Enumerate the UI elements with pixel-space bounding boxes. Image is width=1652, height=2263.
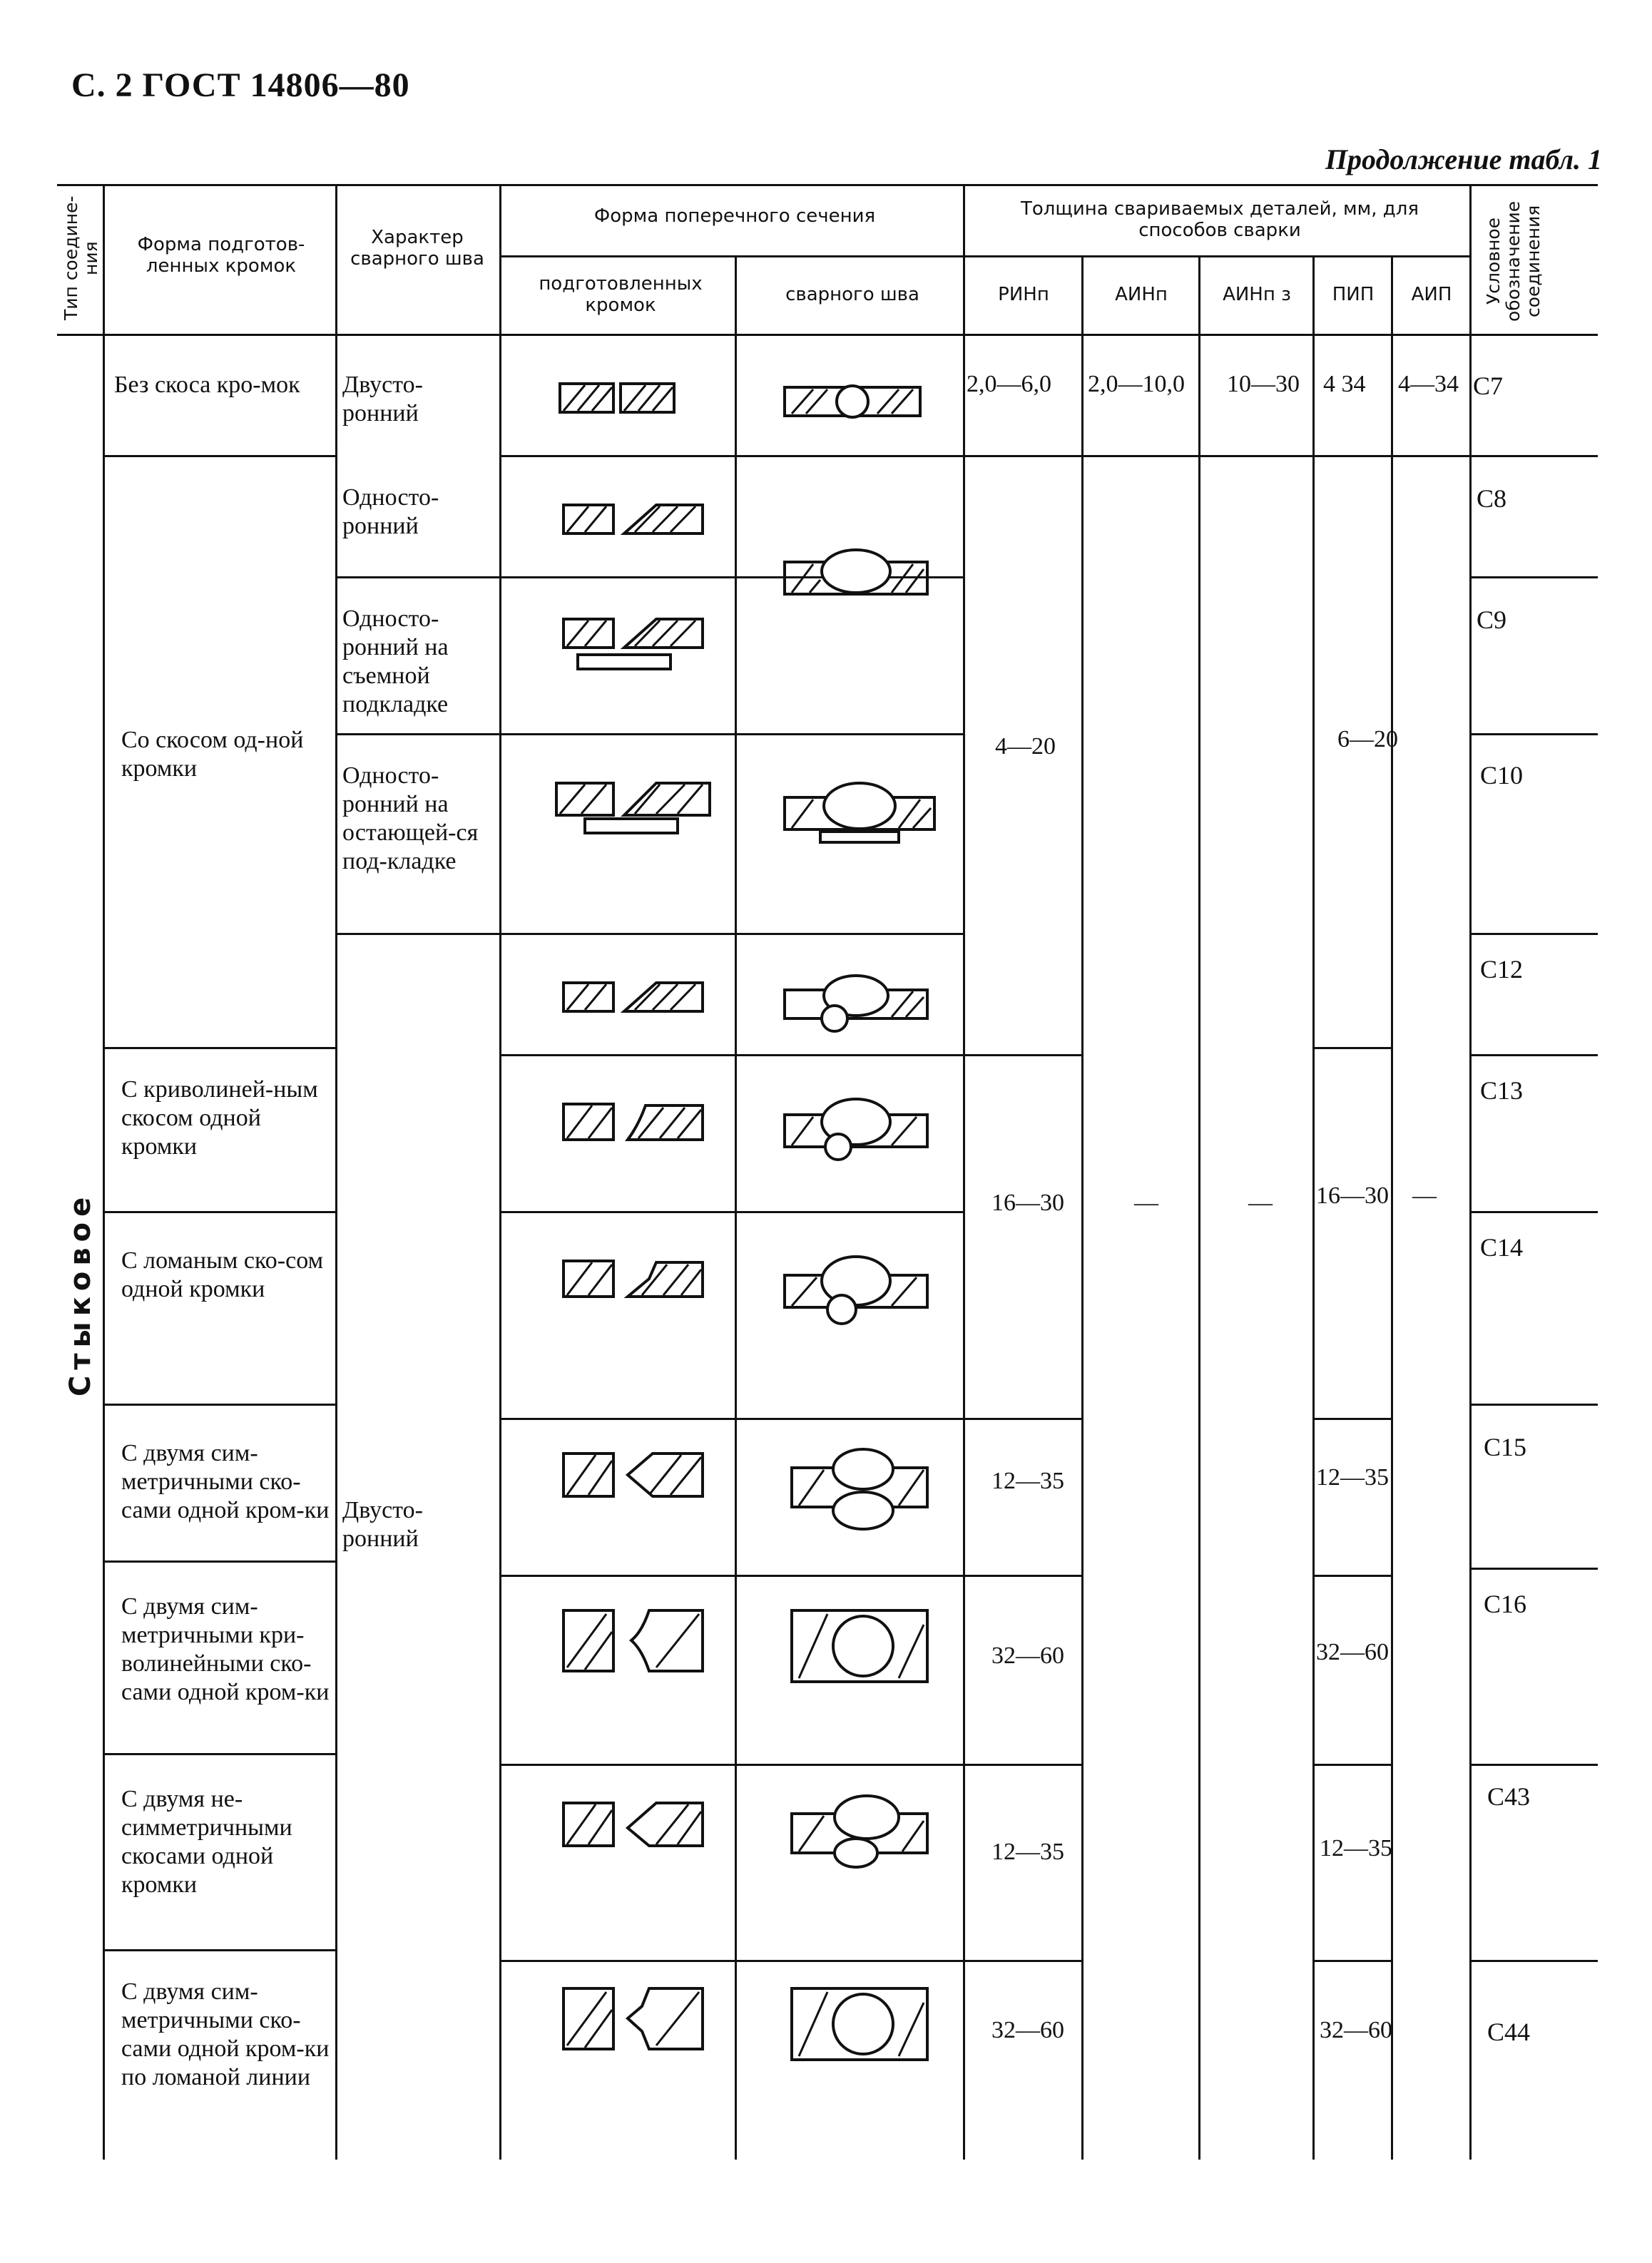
row-rule [103,1560,335,1563]
row-rule [1469,1054,1598,1056]
code-c10: С10 [1480,761,1524,790]
row-rule [1469,933,1598,935]
code-c13: С13 [1480,1076,1524,1105]
row-rule [1312,1764,1391,1766]
header-method-ainp: АИНп [1115,284,1168,305]
sketch-c13-edges [556,1097,713,1154]
col-rule-10 [1469,184,1472,2160]
row-rule [335,933,963,935]
row-rule [499,1764,963,1766]
row-rule [335,576,499,578]
c7-ainp: 2,0—10,0 [1088,371,1185,397]
table-continuation-label: Продолжение табл. 1 [1325,143,1602,175]
merged-ainp-c13-c44: — [1134,1190,1158,1216]
col-rule-4 [735,255,737,2160]
row-rule [499,1575,963,1577]
row-rule [963,1575,1081,1577]
merged-rinp-c8-c12: 4—20 [995,733,1056,760]
row-rule [103,1949,335,1951]
col-rule-8 [1312,255,1315,2160]
header-method-ainp3: АИНп з [1223,284,1291,305]
c7-rinp: 2,0—6,0 [967,371,1051,397]
code-c14: С14 [1480,1233,1524,1262]
c44-pip: 32—60 [1320,2017,1392,2043]
merged-character-c12-c44: Двусто-ронний [342,1497,423,1552]
header-method-rinp: РИНп [998,284,1049,305]
sketch-c43-weld [785,1782,942,1881]
col-rule-6 [1081,255,1084,2160]
c7-aip: 4—34 [1398,371,1459,397]
sketch-c14-weld [777,1247,934,1332]
col-rule-7 [1198,255,1200,2160]
c7-ainp3: 10—30 [1227,371,1300,397]
sketch-c16-weld [785,1596,942,1696]
sketch-c15-weld [785,1439,942,1539]
row-c9-character: Односто-ронний на съемной подкладке [342,606,449,717]
header-weld-seam: сварного шва [785,284,919,305]
code-c8: С8 [1477,484,1507,513]
c15-pip: 12—35 [1316,1464,1389,1491]
connection-type-value: Стыковое [64,1191,97,1396]
row-rule [1312,1575,1391,1577]
row-c8-form: Со скосом од-ной кромки [121,727,304,782]
sketch-c8-edges [556,498,713,541]
code-c43: С43 [1487,1782,1531,1811]
row-c10-character: Односто-ронний на остающей-ся под-кладке [342,762,479,874]
sketch-c10-edges [549,776,720,847]
row-rule [103,1753,335,1755]
sketch-c44-weld [785,1974,942,2074]
row-rule [963,1418,1081,1420]
row-rule [1469,1568,1598,1570]
merged-ainp3-c13-c44: — [1248,1190,1273,1216]
sketch-c12-weld [777,969,934,1040]
row-c7-form: Без скоса кро-мок [114,372,300,398]
sketch-c15-edges [556,1446,713,1511]
row-rule [499,1960,963,1962]
code-c9: С9 [1477,606,1507,634]
header-method-pip: ПИП [1332,284,1375,305]
col-rule-1 [103,184,105,2160]
c15-rinp: 12—35 [991,1468,1064,1494]
header-thickness: Толщина свариваемых деталей, мм, для способов сварки [1020,198,1419,241]
welding-table [57,184,1598,2160]
code-c7: С7 [1473,372,1504,400]
row-rule [103,1211,335,1213]
page-header: С. 2 ГОСТ 14806—80 [71,66,410,104]
merged-rinp-c13-c14: 16—30 [991,1190,1064,1216]
row-c44-form: С двумя сим-метричными ско-сами одной кром-ки по ломаной линии [121,1978,330,2090]
row-c7-character: Двусто-ронний [342,372,423,426]
sketch-c7-edges [556,377,685,419]
header-prepared-edges: подготовленных кромок [539,273,703,316]
row-c43-form: С двумя не-симметричными скосами одной кромки [121,1786,292,1898]
header-edge-form: Форма подготов-ленных кромок [137,234,305,277]
c43-rinp: 12—35 [991,1839,1064,1865]
row-rule [1469,1960,1598,1962]
row-rule [1312,1418,1391,1420]
header-method-aip: АИП [1411,284,1452,305]
c44-rinp: 32—60 [991,2017,1064,2043]
c7-pip: 4 34 [1323,371,1366,397]
row-c13-form: С криволиней-ным скосом одной кромки [121,1076,318,1160]
col-rule-9 [1391,255,1393,2160]
code-c15: С15 [1484,1433,1527,1461]
header-connection-type: Тип соедине-ния [61,195,101,321]
merged-aip-c13-c44: — [1412,1182,1437,1209]
row-rule [499,455,1598,457]
col-rule-3 [499,184,501,2160]
merged-pip-c13-c14: 16—30 [1316,1182,1389,1209]
row-c8-character: Односто-ронний [342,484,439,539]
sketch-c7-weld [777,377,927,426]
row-rule [1469,1211,1598,1213]
code-c12: С12 [1480,955,1524,984]
merged-pip-c8-c12: 6—20 [1337,726,1398,752]
row-c14-form: С ломаным ско-сом одной кромки [121,1247,324,1302]
row-rule [103,455,335,457]
sketch-c10-weld [777,776,942,854]
sketch-c44-edges [556,1981,713,2060]
code-c16: С16 [1484,1590,1527,1618]
row-c15-form: С двумя сим-метричными ско-сами одной кром-ки [121,1440,330,1523]
row-rule [1312,1047,1391,1049]
row-c16-form: С двумя сим-метричными кри-волинейными ско-сами одной кром-ки [121,1593,330,1705]
c16-pip: 32—60 [1316,1639,1389,1665]
row-rule [1312,1960,1391,1962]
row-rule [1469,1764,1598,1766]
table-top-rule [57,184,1598,186]
row-rule [1469,1404,1598,1406]
row-rule [963,1054,1081,1056]
sketch-c14-edges [556,1254,713,1311]
c43-pip: 12—35 [1320,1835,1392,1861]
row-rule [499,1211,963,1213]
row-rule [103,1404,335,1406]
sketch-c43-edges [556,1796,713,1860]
header-weld-character: Характер сварного шва [350,227,484,270]
row-rule [499,1418,963,1420]
header-cross-section: Форма поперечного сечения [593,205,876,227]
row-rule [963,1764,1081,1766]
row-rule [335,733,963,735]
col-rule-5 [963,184,965,2160]
row-rule [103,1047,335,1049]
header-designation: Условное обозначение соединения [1483,200,1544,322]
sketch-c12-edges [556,976,713,1018]
row-rule [1469,733,1598,735]
sketch-c8-weld [777,544,934,608]
sketch-c13-weld [777,1090,934,1168]
row-rule [499,1054,963,1056]
c16-rinp: 32—60 [991,1643,1064,1669]
subheader-rule [499,255,1469,257]
row-rule [963,1960,1081,1962]
sketch-c16-edges [556,1603,713,1682]
sketch-c9-edges [556,612,713,683]
col-rule-2 [335,184,337,2160]
header-bottom-rule [57,334,1598,336]
code-c44: С44 [1487,2018,1531,2046]
row-rule [1469,576,1598,578]
